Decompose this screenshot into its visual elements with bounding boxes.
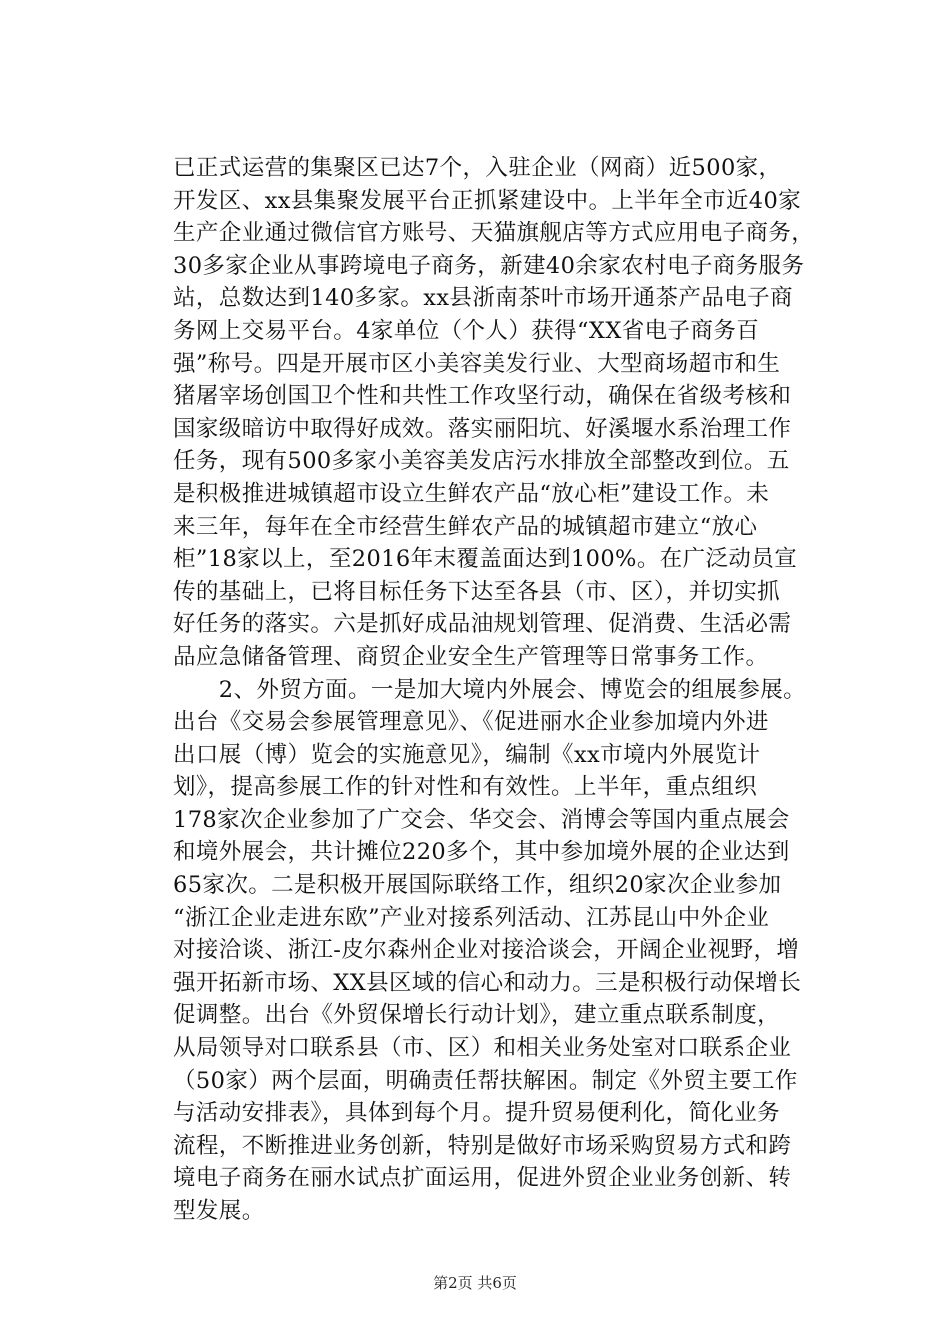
text-line: 已正式运营的集聚区已达7个，入驻企业（网商）近500家， xyxy=(173,155,782,181)
text-line: 对接洽谈、浙江-皮尔森州企业对接洽谈会，开阔企业视野，增 xyxy=(173,937,800,964)
text-line: 开发区、xx县集聚发展平台正抓紧建设中。上半年全市近40家 xyxy=(173,187,802,214)
text-line: 178家次企业参加了广交会、华交会、消博会等国内重点展会 xyxy=(173,806,790,833)
text-line: 生产企业通过微信官方账号、天猫旗舰店等方式应用电子商务， xyxy=(173,220,815,247)
text-line: 型发展。 xyxy=(173,1198,265,1224)
text-line: 任务，现有500多家小美容美发店污水排放全部整改到位。五 xyxy=(173,448,790,475)
page-footer: 第2页 共6页 xyxy=(433,1274,517,1292)
text-line: 强”称号。四是开展市区小美容美发行业、大型商场超市和生 xyxy=(173,350,781,377)
text-line: 境电子商务在丽水试点扩面运用，促进外贸企业业务创新、转 xyxy=(173,1165,792,1192)
body-text xyxy=(173,152,843,1228)
text-line: 划》，提高参展工作的针对性和有效性。上半年，重点组织 xyxy=(173,774,758,801)
text-line: 站，总数达到140多家。xx县浙南茶叶市场开通茶产品电子商 xyxy=(173,285,793,312)
text-line: 猪屠宰场创国卫个性和共性工作攻坚行动，确保在省级考核和 xyxy=(173,383,792,410)
text-line: 从局领导对口联系县（市、区）和相关业务处室对口联系企业 xyxy=(173,1035,792,1062)
text-line: 65家次。二是积极开展国际联络工作，组织20家次企业参加 xyxy=(173,872,782,899)
text-line: 强开拓新市场、XX县区域的信心和动力。三是积极行动保增长 xyxy=(173,969,802,996)
text-line: 与活动安排表》，具体到每个月。提升贸易便利化，简化业务 xyxy=(173,1100,781,1127)
text-line: （50家）两个层面，明确责任帮扶解困。制定《外贸主要工作 xyxy=(173,1067,798,1094)
text-line: 出台《交易会参展管理意见》、《促进丽水企业参加境内外进 xyxy=(173,709,769,736)
text-line: 国家级暗访中取得好成效。落实丽阳坑、好溪堰水系治理工作 xyxy=(173,415,792,442)
text-line: 30多家企业从事跨境电子商务，新建40余家农村电子商务服务 xyxy=(173,252,805,279)
text-line: 促调整。出台《外贸保增长行动计划》，建立重点联系制度， xyxy=(173,1002,781,1029)
text-line: “浙江企业走进东欧”产业对接系列活动、江苏昆山中外企业 xyxy=(173,904,770,931)
text-line: 流程，不断推进业务创新，特别是做好市场采购贸易方式和跨 xyxy=(173,1132,792,1159)
text-line: 传的基础上，已将目标任务下达至各县（市、区），并切实抓 xyxy=(173,578,781,605)
text-line: 品应急储备管理、商贸企业安全生产管理等日常事务工作。 xyxy=(173,643,769,670)
text-line: 是积极推进城镇超市设立生鲜农产品“放心柜”建设工作。未 xyxy=(173,480,770,507)
text-line: 务网上交易平台。4家单位（个人）获得“XX省电子商务百 xyxy=(173,317,760,344)
text-line: 和境外展会，共计摊位220多个，其中参加境外展的企业达到 xyxy=(173,839,790,866)
text-line: 出口展（博）览会的实施意见》，编制《xx市境内外展览计 xyxy=(173,741,761,768)
text-line: 好任务的落实。六是抓好成品油规划管理、促消费、生活必需 xyxy=(173,611,792,638)
text-line: 柜”18家以上，至2016年末覆盖面达到100%。在广泛动员宣 xyxy=(173,546,798,573)
text-line: 2、外贸方面。一是加大境内外展会、博览会的组展参展。 xyxy=(173,676,807,703)
text-line: 来三年，每年在全市经营生鲜农产品的城镇超市建立“放心 xyxy=(173,513,758,540)
